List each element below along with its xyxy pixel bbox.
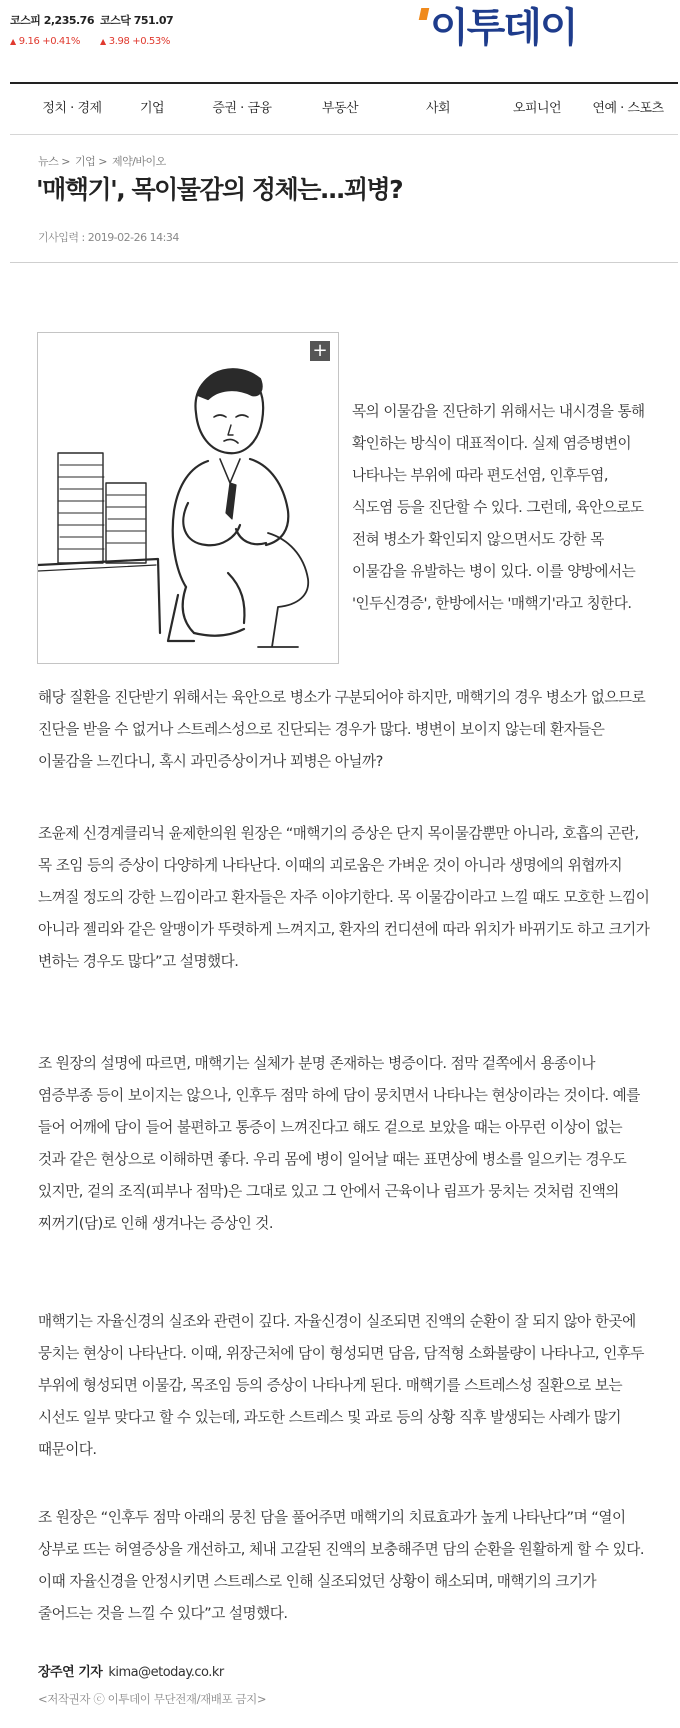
nav-item-entertainment-sports[interactable]: 연예 · 스포츠: [592, 101, 664, 116]
logo-accent-mark: [419, 8, 430, 20]
article-paragraph-2: 해당 질환을 진단받기 위해서는 육안으로 병소가 구분되어야 하지만, 매핵기의 경우 병소가 없으므로 진단을 받을 수 없거나 스트레스성으로 진단되는 경우가 많다. 병변이 보이지 않는데 환자들은 이물감을 느낀다니, 혹시 과민증상이거나 꾀병은 아닐까?: [38, 689, 646, 770]
breadcrumb-pharma-bio[interactable]: 제약/바이오: [111, 155, 166, 168]
nav-item-business[interactable]: 기업: [139, 101, 165, 116]
article-paragraph-5: 매핵기는 자율신경의 실조와 관련이 깊다. 자율신경이 실조되면 진액의 순환이 잘 되지 않아 한곳에 뭉치는 현상이 나타난다. 이때, 위장근처에 담이 형성되면 담음, 담적형 소화불량이 나타나고, 인후두 부위에 형성되면 이물감, 목조임 등의 증상이 나타나게 된다. 매핵기를 스트레스성 질환으로 보는 시선도 일부 맞다고 할 수 있는데, 과도한 스트레스 및 과로 등의 상황 직후 발생되는 사례가 많기 때문이다.: [38, 1313, 644, 1458]
nav-item-finance[interactable]: 증권 · 금융: [212, 101, 272, 116]
article-paragraph-1: 목의 이물감을 진단하기 위해서는 내시경을 통해 확인하는 방식이 대표적이다. 실제 염증병변이 나타나는 부위에 따라 편도선염, 인후두염, 식도염 등을 진단할 수 있다. 그런데, 육안으로도 전혀 병소가 확인되지 않으면서도 강한 목 이물감을 유발하는 병이 있다. 이를 양방에서는 '인두신경증', 한방에서는 '매핵기'라고 칭한다.: [352, 403, 645, 612]
nav-item-opinion[interactable]: 오피니언: [512, 101, 562, 116]
nav-item-politics-economy[interactable]: 정치 · 경제: [42, 101, 102, 116]
article-date: 기사입력 : 2019-02-26 14:34: [38, 231, 179, 244]
breadcrumb: [38, 153, 168, 169]
article-illustration[interactable]: [37, 332, 339, 664]
breadcrumb-business[interactable]: 기업 >: [74, 155, 107, 168]
zoom-image-button[interactable]: +: [310, 341, 330, 361]
breadcrumb-news[interactable]: 뉴스 >: [38, 155, 70, 168]
kosdaq-index: 코스닥 751.07: [100, 14, 174, 27]
kospi-ticker[interactable]: [10, 12, 110, 47]
kospi-index: 코스피 2,235.76: [10, 14, 94, 27]
nav-item-society[interactable]: 사회: [425, 101, 451, 116]
copyright-notice: <저작권자 ⓒ 이투데이 무단전재/재배포 금지>: [38, 1692, 267, 1706]
reporter-name: 장주연 기자: [38, 1665, 103, 1680]
main-navigation: [10, 82, 678, 135]
up-arrow-icon: ▲: [100, 37, 106, 46]
kosdaq-ticker[interactable]: [100, 12, 200, 47]
logo-text: 이투데이: [430, 5, 577, 51]
illustration-drawing: [38, 333, 338, 663]
up-arrow-icon: ▲: [10, 37, 16, 46]
article-paragraph-3: 조윤제 신경계클리닉 윤제한의원 원장은 “매핵기의 증상은 단지 목이물감뿐만 아니라, 호흡의 곤란, 목 조임 등의 증상이 다양하게 나타난다. 이때의 괴로움은 가벼운 것이 아니라 생명에의 위협까지 느껴질 정도의 강한 느낌이라고 환자들은 자주 이야기한다. 목 이물감이라고 느낄 때도 모호한 느낌이 아니라 젤리와 같은 알맹이가 뚜렷하게 느껴지고, 환자의 컨디션에 따라 위치가 바뀌기도 하고 크기가 변하는 경우도 많다”고 설명했다.: [38, 825, 650, 970]
article-paragraph-6: 조 원장은 “인후두 점막 아래의 뭉친 담을 풀어주면 매핵기의 치료효과가 높게 나타난다”며 “열이 상부로 뜨는 허열증상을 개선하고, 체내 고갈된 진액의 보충해주면 담의 순환을 원활하게 할 수 있다. 이때 자율신경을 안정시키면 스트레스로 인해 실조되었던 상황이 해소되며, 매핵기의 크기가 줄어드는 것을 느낄 수 있다”고 설명했다.: [38, 1509, 644, 1622]
reporter-email[interactable]: kima@etoday.co.kr: [108, 1665, 224, 1680]
article-title: '매핵기', 목이물감의 정체는...꾀병?: [36, 175, 403, 204]
kospi-change: [10, 36, 110, 47]
article-paragraph-4: 조 원장의 설명에 따르면, 매핵기는 실체가 분명 존재하는 병증이다. 점막 겉쪽에서 용종이나 염증부종 등이 보이지는 않으나, 인후두 점막 하에 담이 뭉치면서 나타나는 현상이라는 것이다. 예를 들어 어깨에 담이 들어 불편하고 통증이 느껴진다고 해도 겉으로 보았을 때는 아무런 이상이 없는 것과 같은 현상으로 이해하면 좋다. 우리 몸에 병이 일어날 때는 표면상에 병소를 일으키는 경우도 있지만, 겉의 조직(피부나 점막)은 그대로 있고 그 안에서 근육이나 림프가 뭉치는 것처럼 진액의 찌꺼기(담)로 인해 생겨나는 증상인 것.: [38, 1055, 640, 1232]
byline: [38, 1661, 224, 1680]
nav-item-real-estate[interactable]: 부동산: [321, 101, 359, 116]
kosdaq-change-value: 3.98 +0.53%: [108, 36, 170, 47]
header-divider: [10, 262, 678, 263]
kosdaq-change: [100, 36, 200, 47]
kospi-change-value: 9.16 +0.41%: [18, 36, 80, 47]
